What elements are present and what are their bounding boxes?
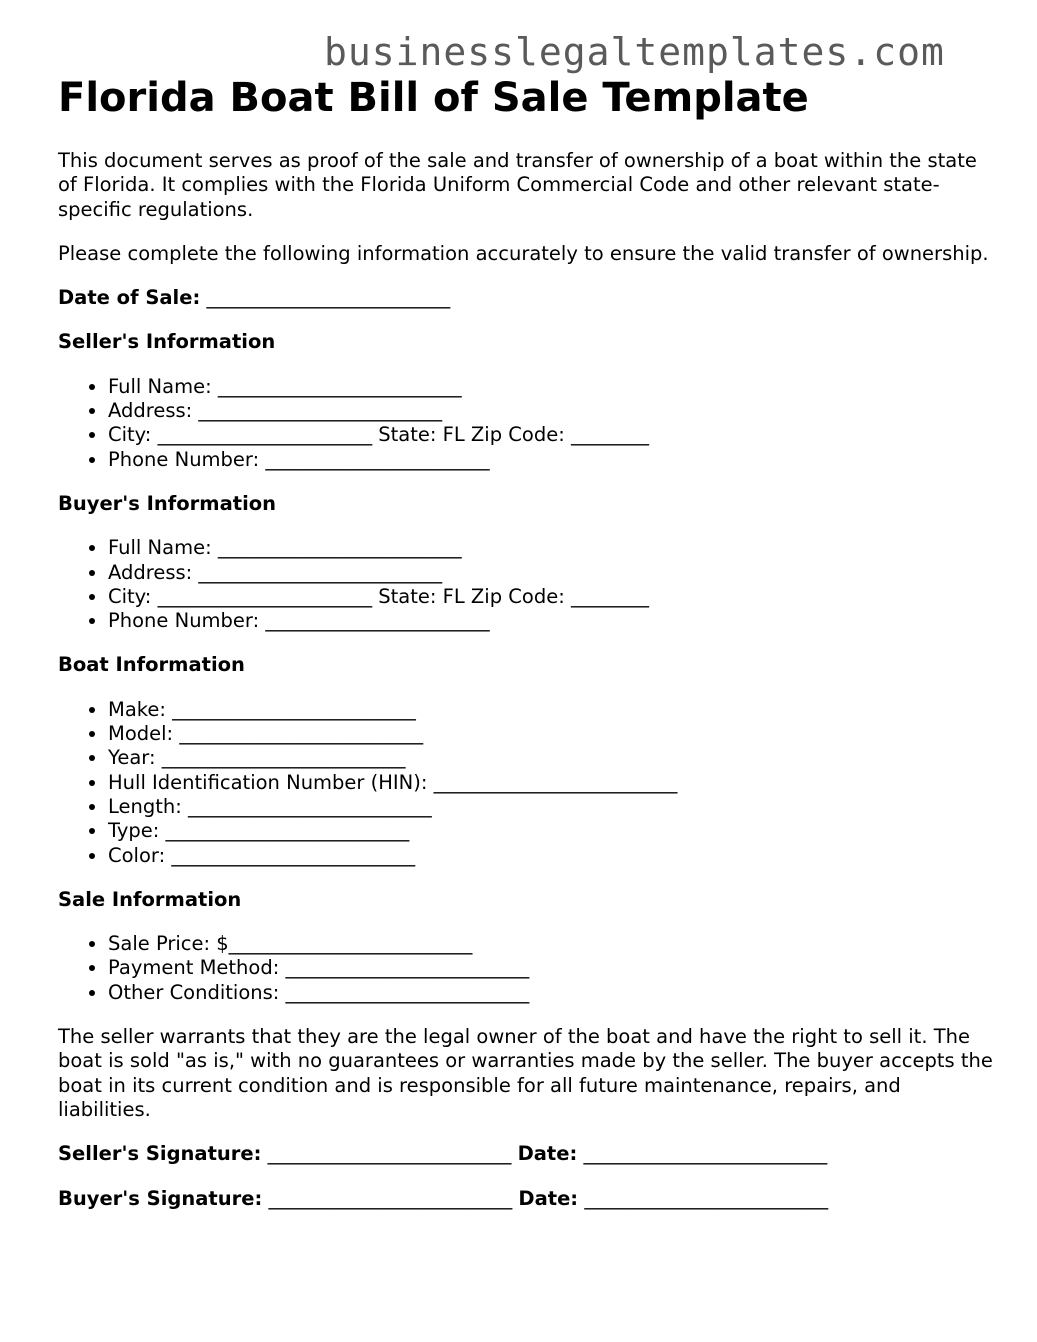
boat-model-field[interactable]: • Model: _________________________ <box>108 722 998 746</box>
boat-year-field[interactable]: • Year: _________________________ <box>108 746 998 770</box>
seller-date-blank[interactable]: _________________________ <box>583 1142 828 1166</box>
other-conditions-field[interactable]: • Other Conditions: _________________________ <box>108 981 998 1005</box>
sale-section-heading: Sale Information <box>58 887 242 911</box>
buyer-city-state-zip-field[interactable]: • City: ______________________ State: FL Zip Code: ________ <box>108 585 998 609</box>
seller-signature-row[interactable] <box>58 1142 998 1166</box>
document-body <box>58 74 998 1211</box>
page-title: Florida Boat Bill of Sale Template <box>58 75 809 121</box>
sale-info-list <box>58 932 998 1005</box>
seller-date-label: Date: <box>517 1142 578 1166</box>
boat-make-field[interactable]: • Make: _________________________ <box>108 698 998 722</box>
buyer-section-heading: Buyer's Information <box>58 491 277 515</box>
intro-paragraph: This document serves as proof of the sale and transfer of ownership of a boat within the state of Florida. It complies with the Florida Uniform Commercial Code and other relevant state-specific regulations. <box>58 149 977 221</box>
seller-full-name-field[interactable]: • Full Name: _________________________ <box>108 375 998 399</box>
boat-length-field[interactable]: • Length: _________________________ <box>108 795 998 819</box>
buyer-date-blank[interactable]: _________________________ <box>584 1186 829 1210</box>
buyer-phone-field[interactable]: • Phone Number: _______________________ <box>108 609 998 633</box>
date-of-sale-field[interactable] <box>58 286 998 310</box>
warranty-paragraph: The seller warrants that they are the legal owner of the boat and have the right to sell it. The boat is sold "as is," with no guarantees or warranties made by the seller. The buyer accepts the boat in its current condition and is responsible for all future maintenance, repairs, and liabilities. <box>58 1025 993 1121</box>
seller-info-list <box>58 375 998 472</box>
seller-signature-label: Seller's Signature: <box>58 1142 262 1166</box>
buyer-date-label: Date: <box>518 1186 579 1210</box>
boat-section-heading: Boat Information <box>58 653 245 677</box>
buyer-full-name-field[interactable]: • Full Name: _________________________ <box>108 536 998 560</box>
seller-section-heading: Seller's Information <box>58 330 276 354</box>
buyer-signature-blank[interactable]: _________________________ <box>268 1186 513 1210</box>
seller-city-state-zip-field[interactable]: • City: ______________________ State: FL Zip Code: ________ <box>108 423 998 447</box>
date-of-sale-blank[interactable]: _________________________ <box>206 286 451 310</box>
boat-type-field[interactable]: • Type: _________________________ <box>108 819 998 843</box>
instructions-paragraph: Please complete the following information accurately to ensure the valid transfer of ownership. <box>58 241 989 265</box>
buyer-info-list <box>58 536 998 633</box>
seller-signature-blank[interactable]: _________________________ <box>267 1142 512 1166</box>
boat-info-list <box>58 698 998 868</box>
boat-color-field[interactable]: • Color: _________________________ <box>108 844 998 868</box>
buyer-signature-row[interactable] <box>58 1187 998 1211</box>
watermark: businesslegaltemplates.com <box>324 30 945 74</box>
boat-hin-field[interactable]: • Hull Identification Number (HIN): _________________________ <box>108 771 998 795</box>
sale-price-field[interactable]: • Sale Price: $_________________________ <box>108 932 998 956</box>
seller-address-field[interactable]: • Address: _________________________ <box>108 399 998 423</box>
payment-method-field[interactable]: • Payment Method: _________________________ <box>108 956 998 980</box>
buyer-address-field[interactable]: • Address: _________________________ <box>108 561 998 585</box>
buyer-signature-label: Buyer's Signature: <box>58 1186 263 1210</box>
date-of-sale-label: Date of Sale: <box>58 286 201 310</box>
seller-phone-field[interactable]: • Phone Number: _______________________ <box>108 448 998 472</box>
